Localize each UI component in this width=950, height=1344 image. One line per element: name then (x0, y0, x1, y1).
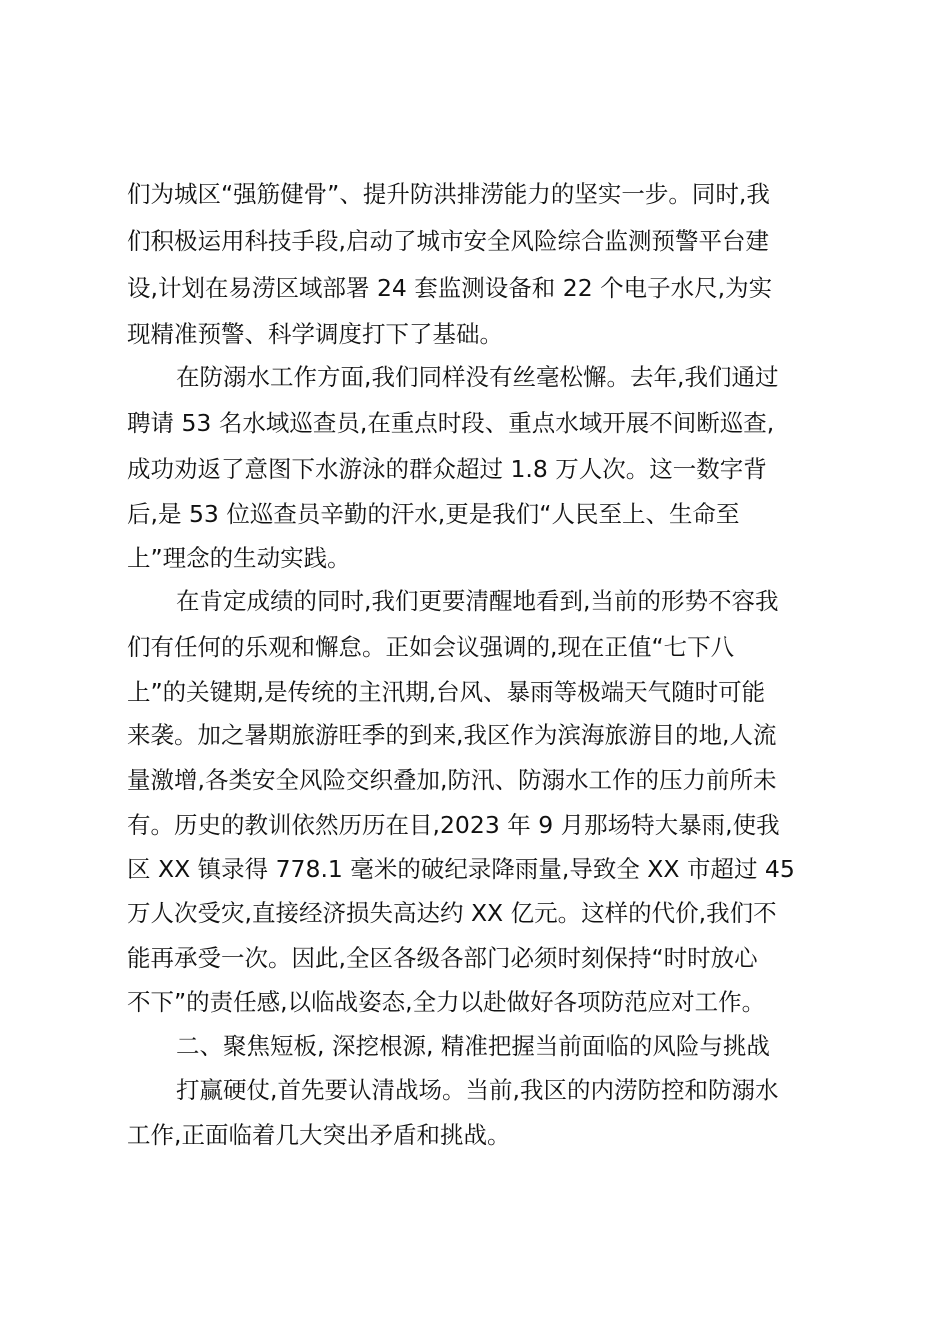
paragraph-line: 上”的关键期,是传统的主汛期,台风、暴雨等极端天气随时可能 (127, 678, 766, 706)
paragraph-line: 后,是 53 位巡查员辛勤的汗水,更是我们“人民至上、生命至 (127, 500, 740, 528)
paragraph-line: 们有任何的乐观和懈怠。正如会议强调的,现在正值“七下八 (127, 633, 735, 661)
paragraph-line: 来袭。加之暑期旅游旺季的到来,我区作为滨海旅游目的地,人流 (127, 721, 777, 749)
paragraph-line: 成功劝返了意图下水游泳的群众超过 1.8 万人次。这一数字背 (127, 455, 767, 483)
paragraph-line: 现精准预警、科学调度打下了基础。 (127, 320, 503, 348)
paragraph-line: 量激增,各类安全风险交织叠加,防汛、防溺水工作的压力前所未 (127, 766, 777, 794)
paragraph-line: 在防溺水工作方面,我们同样没有丝毫松懈。去年,我们通过 (176, 363, 779, 391)
paragraph-line: 万人次受灾,直接经济损失高达约 XX 亿元。这样的代价,我们不 (127, 899, 777, 927)
section-heading: 二、聚焦短板, 深挖根源, 精准把握当前面临的风险与挑战 (176, 1032, 770, 1060)
paragraph-line: 打赢硬仗,首先要认清战场。当前,我区的内涝防控和防溺水 (176, 1076, 779, 1104)
paragraph-line: 区 XX 镇录得 778.1 毫米的破纪录降雨量,导致全 XX 市超过 45 (127, 855, 795, 883)
paragraph-line: 们积极运用科技手段,启动了城市安全风险综合监测预警平台建 (127, 227, 769, 255)
paragraph-line: 工作,正面临着几大突出矛盾和挑战。 (127, 1121, 511, 1149)
paragraph-line: 们为城区“强筋健骨”、提升防洪排涝能力的坚实一步。同时,我 (127, 180, 770, 208)
paragraph-line: 在肯定成绩的同时,我们更要清醒地看到,当前的形势不容我 (176, 587, 779, 615)
paragraph-line: 能再承受一次。因此,全区各级各部门必须时刻保持“时时放心 (127, 944, 758, 972)
paragraph-line: 有。历史的教训依然历历在目,2023 年 9 月那场特大暴雨,使我 (127, 811, 780, 839)
paragraph-line: 聘请 53 名水域巡查员,在重点时段、重点水域开展不间断巡查, (127, 409, 775, 437)
paragraph-line: 不下”的责任感,以临战姿态,全力以赴做好各项防范应对工作。 (127, 988, 766, 1016)
paragraph-line: 上”理念的生动实践。 (127, 544, 351, 572)
paragraph-line: 设,计划在易涝区域部署 24 套监测设备和 22 个电子水尺,为实 (127, 274, 773, 302)
